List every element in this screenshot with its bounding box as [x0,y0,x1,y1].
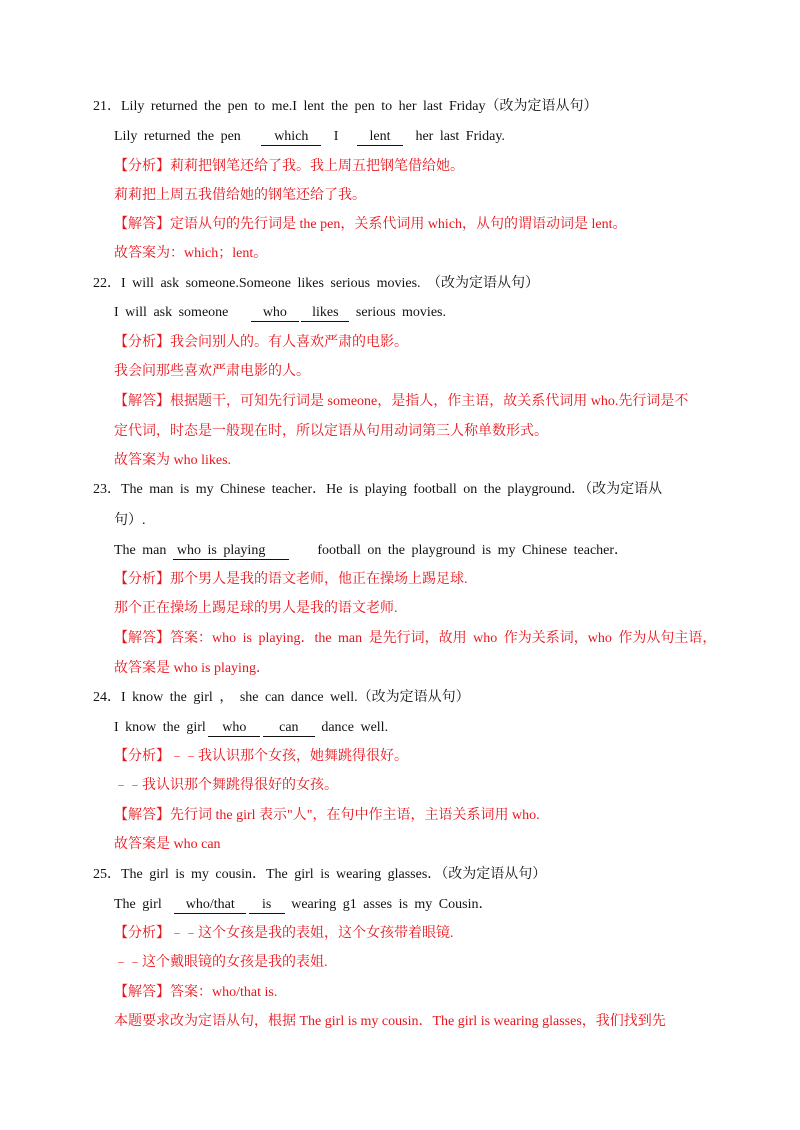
question-21-stem: 21．Lily returned the pen to me.I lent the pen to her last Friday（改为定语从句） [93,99,598,114]
answer-blank: who [208,719,260,737]
final-answer: 故答案是 who is playing． [114,661,270,676]
analysis-line: 【分析】莉莉把钢笔还给了我。我上周五把钢笔借给她。 [114,159,464,174]
solution-line: 【解答】答案：who/that is. [114,985,278,1000]
question-24-stem: 24．I know the girl ， she can dance well.（改为定语从句） [93,690,470,705]
analysis-line: 那个正在操场上踢足球的男人是我的语文老师. [114,601,398,616]
answer-text: Lily returned the pen [114,129,241,144]
answer-text: I [333,129,339,144]
question-24-answer [114,718,388,738]
answer-blank: which [261,128,321,146]
answer-blank: who/that [174,896,246,914]
solution-line: 定代词，时态是一般现在时，所以定语从句用动词第三人称单数形式。 [114,424,548,439]
analysis-line: 【分析】﹣﹣这个女孩是我的表姐，这个女孩带着眼镜. [114,926,454,941]
analysis-line: ﹣﹣我认识那个舞跳得很好的女孩。 [114,778,338,793]
question-25-answer [114,895,492,915]
answer-text: The man [114,543,167,558]
answer-text: football on the playground is my Chinese teacher． [317,543,629,558]
solution-line: 【解答】答案：who is playing．the man 是先行词，故用 who 作为关系词，who 作为从句主语， [114,631,717,646]
analysis-line: 我会问那些喜欢严肃电影的人。 [114,364,310,379]
final-answer: 故答案为 who likes. [114,453,232,468]
analysis-line: ﹣﹣这个戴眼镜的女孩是我的表姐. [114,955,328,970]
question-23-stem: 23．The man is my Chinese teacher．He is playing football on the playground．（改为定语从 [93,482,663,497]
question-25-stem: 25．The girl is my cousin．The girl is wearing glasses．（改为定语从句） [93,867,547,882]
answer-blank: lent [357,128,403,146]
analysis-line: 【分析】那个男人是我的语文老师，他正在操场上踢足球. [114,572,468,587]
answer-text: I know the girl [114,720,206,735]
answer-text: her last Friday. [415,129,505,144]
answer-text: I will ask someone [114,305,229,320]
answer-text: wearing g1 asses is my Cousin． [291,897,493,912]
final-answer: 故答案为：which；lent。 [114,246,268,261]
answer-text: serious movies. [355,305,446,320]
answer-blank: can [263,719,315,737]
question-22-answer [114,303,446,323]
final-answer: 故答案是 who can [114,837,221,852]
analysis-line: 【分析】﹣﹣我认识那个女孩，她舞跳得很好。 [114,749,408,764]
answer-text: dance well. [321,720,389,735]
answer-blank: likes [301,304,349,322]
solution-line: 【解答】先行词 the girl 表示"人"，在句中作主语，主语关系词用 who. [114,808,540,823]
answer-text: The girl [114,897,162,912]
question-23-answer [114,541,628,561]
analysis-line: 【分析】我会问别人的。有人喜欢严肃的电影。 [114,335,408,350]
question-21-answer [114,127,505,147]
final-answer: 本题要求改为定语从句，根据 The girl is my cousin．The girl is wearing glasses，我们找到先 [114,1014,666,1029]
answer-blank: who is playing [173,542,289,560]
solution-line: 【解答】定语从句的先行词是 the pen，关系代词用 which，从句的谓语动词是 lent。 [114,217,627,232]
question-23-stem-continued: 句）. [114,513,146,528]
answer-blank: who [251,304,299,322]
answer-blank: is [249,896,285,914]
analysis-line: 莉莉把上周五我借给她的钢笔还给了我。 [114,188,366,203]
question-22-stem: 22．I will ask someone.Someone likes serious movies. （改为定语从句） [93,276,540,291]
solution-line: 【解答】根据题干，可知先行词是 someone，是指人，作主语，故关系代词用 who.先行词是不 [114,394,689,409]
